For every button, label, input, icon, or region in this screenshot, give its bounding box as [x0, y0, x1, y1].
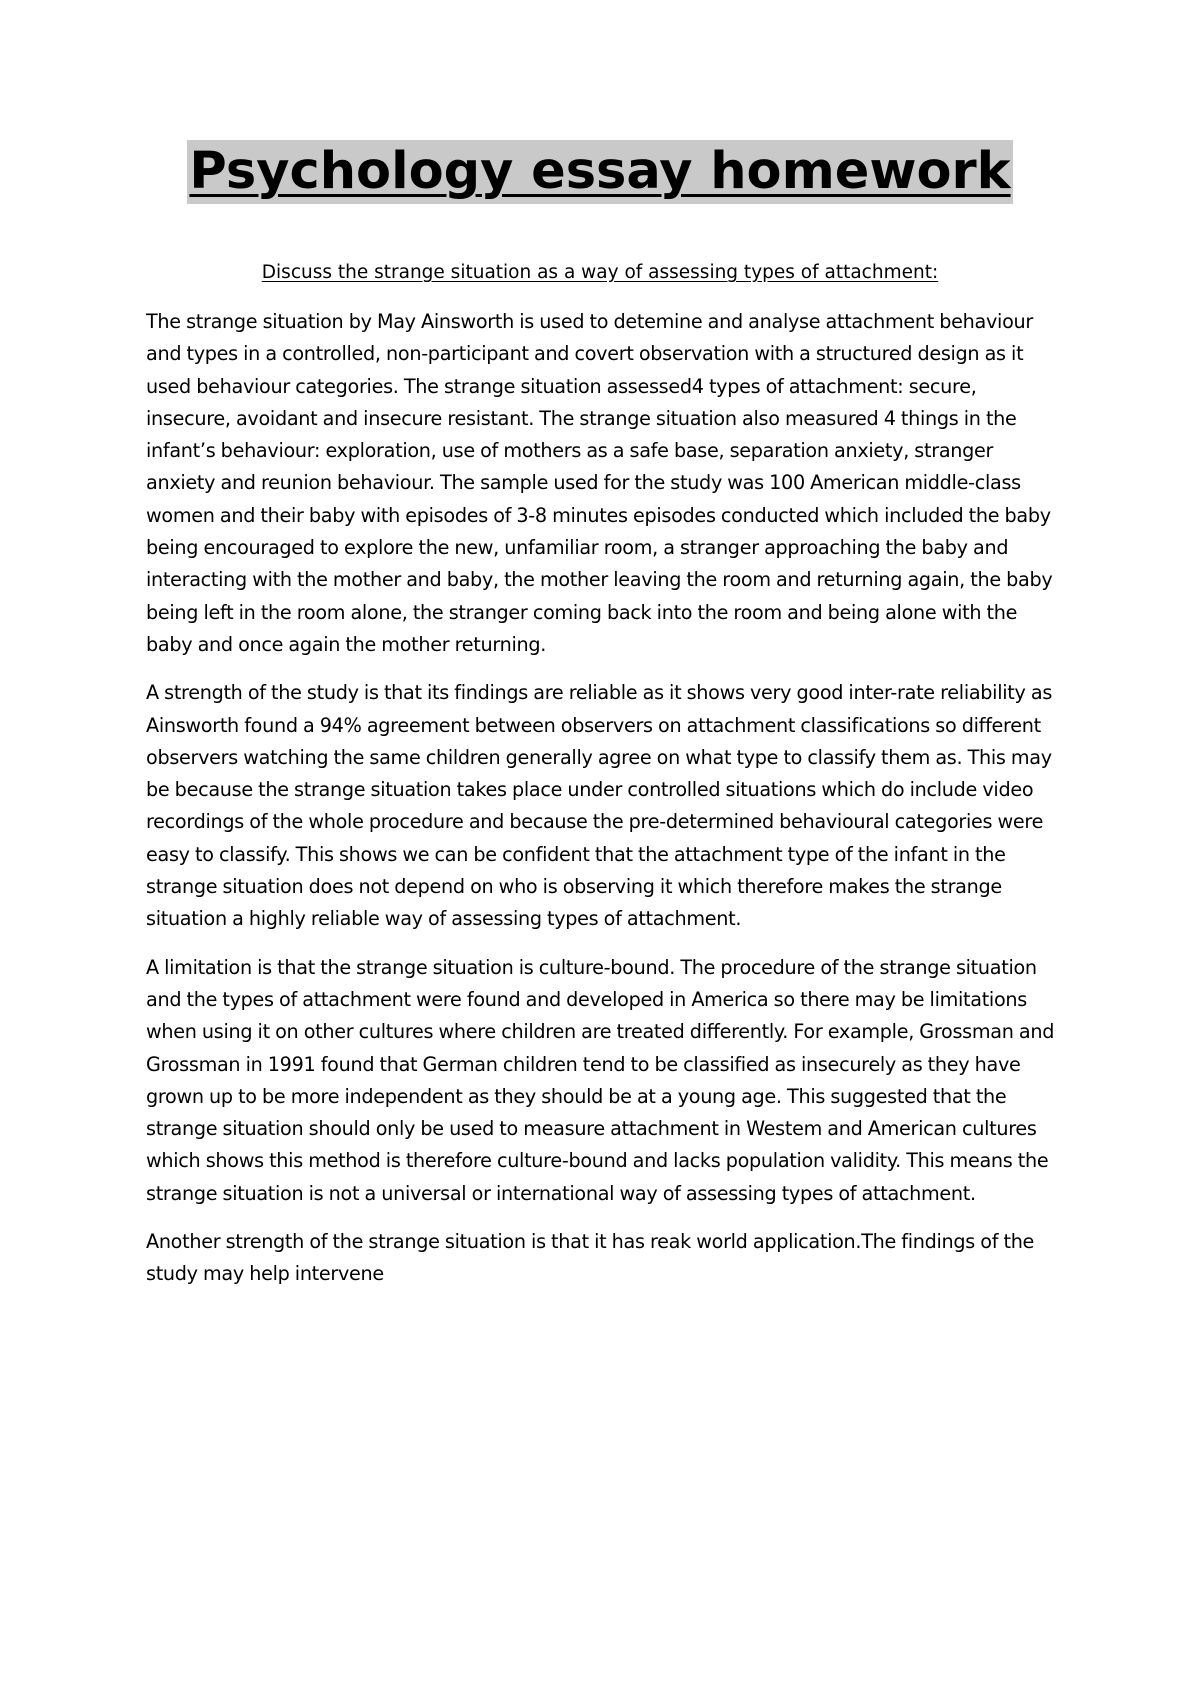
paragraph-strength-application: Another strength of the strange situation is that it has reak world application.The findings of the study may help intervene	[146, 1230, 1035, 1286]
title-container	[0, 140, 1200, 204]
essay-body	[146, 306, 1066, 1307]
paragraph-intro: The strange situation by May Ainsworth is used to detemine and analyse attachment behaviour and types in a controlled, non-participant and covert observation with a structured design as it used behaviour categories. The strange situation assessed4 types of attachment: secure, insecure, avoidant and insecure resistant. The strange situation also measured 4 things in the infant’s behaviour: exploration, use of mothers as a safe base, separation anxiety, stranger anxiety and reunion behaviour. The sample used for the study was 100 American middle-class women and their baby with episodes of 3-8 minutes episodes conducted which included the baby being encouraged to explore the new, unfamiliar room, a stranger approaching the baby and interacting with the mother and baby, the mother leaving the room and returning again, the baby being left in the room alone, the stranger coming back into the room and being alone with the baby and once again the mother returning.	[146, 310, 1053, 656]
page-title: Psychology essay homework	[187, 140, 1012, 204]
paragraph-limitation-culture: A limitation is that the strange situation is culture-bound. The procedure of the strange situation and the types of attachment were found and developed in America so there may be limitations when using it on other cultures where children are treated differently. For example, Grossman and Grossman in 1991 found that German children tend to be classified as insecurely as they have grown up to be more independent as they should be at a young age. This suggested that the strange situation should only be used to measure attachment in Westem and American cultures which shows this method is therefore culture-bound and lacks population validity. This means the strange situation is not a universal or international way of assessing types of attachment.	[146, 955, 1055, 1205]
paragraph-strength-reliability: A strength of the study is that its findings are reliable as it shows very good inter-rate reliability as Ainsworth found a 94% agreement between observers on attachment classifications so different observers watching the same children generally agree on what type to classify them as. This may be because the strange situation takes place under controlled situations which do include video recordings of the whole procedure and because the pre-determined behavioural categories were easy to classify. This shows we can be confident that the attachment type of the infant in the strange situation does not depend on who is observing it which therefore makes the strange situation a highly reliable way of assessing types of attachment.	[146, 681, 1053, 931]
essay-question: Discuss the strange situation as a way of assessing types of attachment:	[261, 262, 939, 283]
